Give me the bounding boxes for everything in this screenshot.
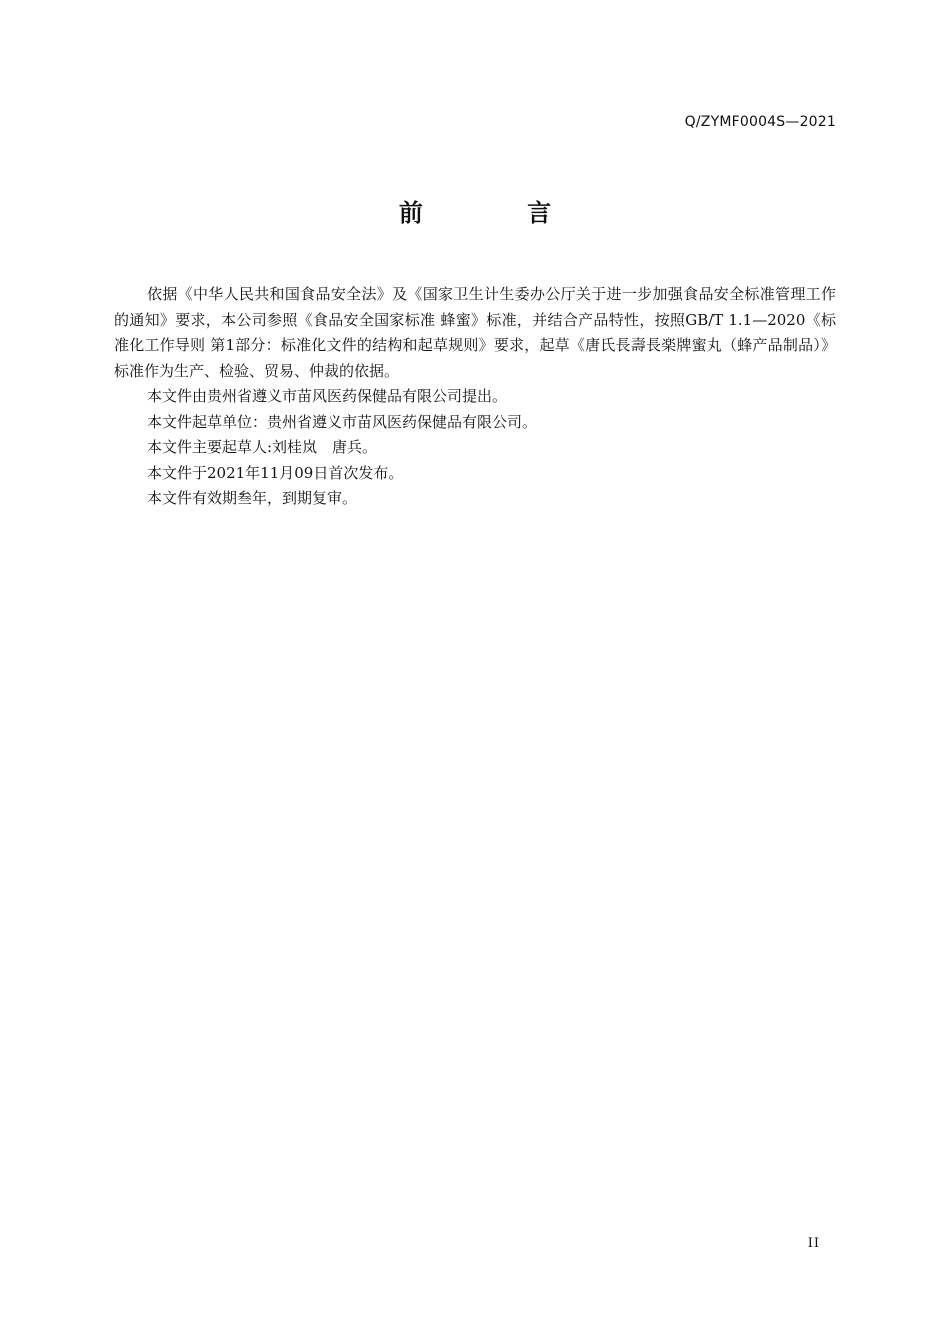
paragraph-basis: 依据《中华人民共和国食品安全法》及《国家卫生计生委办公厅关于进一步加强食品安全标准管理工作的通知》要求，本公司参照《食品安全国家标准 蜂蜜》标准，并结合产品特性，按照GB/T 1.1—2020《标准化工作导则 第1部分：标准化文件的结构和起草规则》要求，起草《唐氏長壽長楽牌蜜丸（蜂产品制品）》标准作为生产、检验、贸易、仲裁的依据。 [114,285,836,380]
foreword-body [114,282,836,512]
page-number: II [807,1236,820,1251]
paragraph-validity: 本文件有效期叁年，到期复审。 [147,489,358,507]
paragraph-proposer: 本文件由贵州省遵义市苗风医药保健品有限公司提出。 [147,387,508,405]
document-code: Q/ZYMF0004S—2021 [684,114,836,130]
page-title: 前 言 [398,199,600,227]
paragraph-drafting-unit: 本文件起草单位：贵州省遵义市苗风医药保健品有限公司。 [147,412,538,431]
paragraph-drafters: 本文件主要起草人:刘桂岚 唐兵。 [147,438,378,456]
paragraph-release-date: 本文件于2021年11月09日首次发布。 [147,463,404,482]
